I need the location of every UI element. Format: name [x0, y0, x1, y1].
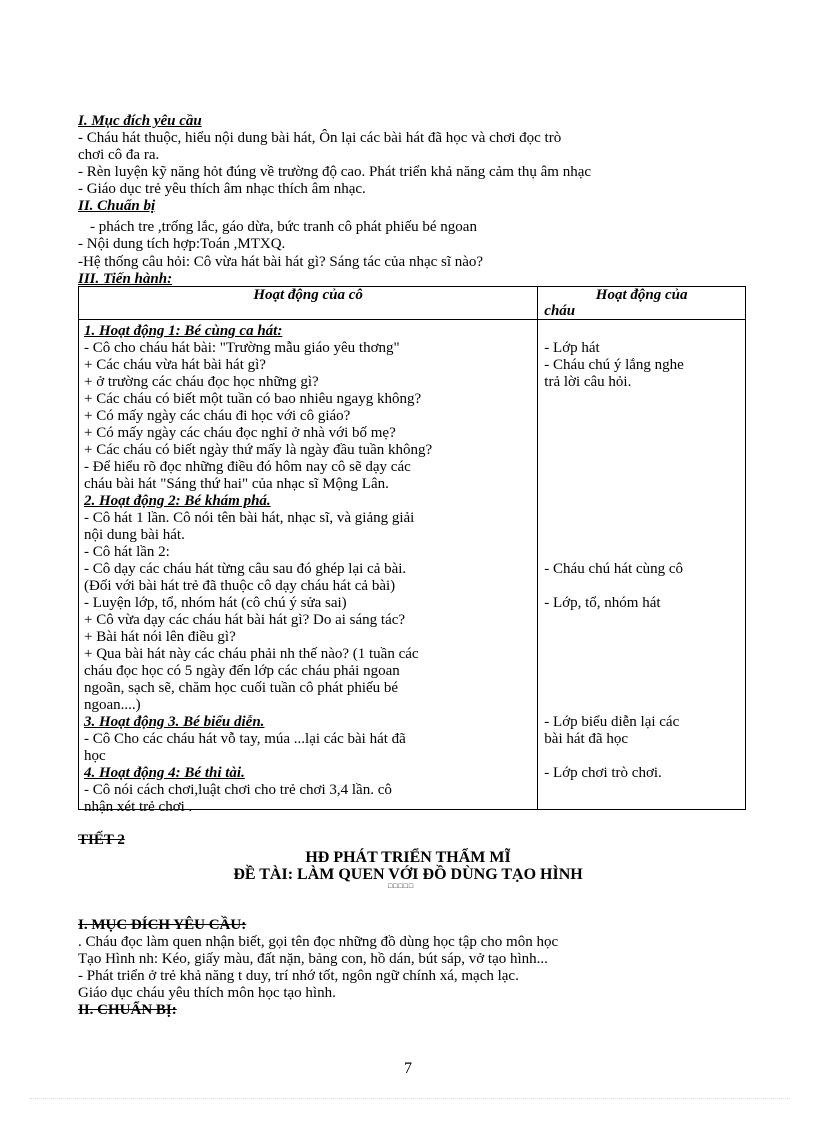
child-activity-cell [538, 320, 746, 810]
page-number: 7 [404, 1060, 412, 1077]
purpose-2-line-2: Tạo Hình nh: Kéo, giấy màu, đất nặn, bảng con, hồ dán, bút sáp, vở tạo hình... [78, 951, 548, 967]
teacher-line: ngoãn, sạch sẽ, chăm học cuối tuần cô phát phiếu bé [84, 680, 399, 696]
teacher-line: + Các cháu có biết một tuần có bao nhiêu ngayg không? [84, 391, 422, 407]
child-line: - Lớp hát [544, 340, 600, 356]
teacher-line: + ở trường các cháu đọc học những gì? [84, 374, 319, 390]
child-line: - Cháu chú ý lắng nghe [544, 357, 684, 373]
preparation-line-2: - Nội dung tích hợp:Toán ,MTXQ. [78, 236, 286, 252]
child-line: - Lớp chơi trò chơi. [544, 765, 662, 781]
child-line: trả lời câu hỏi. [544, 374, 632, 390]
teacher-activity-cell [79, 320, 538, 815]
section-heading-purpose-2: I. MỤC ĐÍCH YÊU CẦU: [78, 917, 247, 933]
teacher-line: nhận xét trẻ chơi . [84, 799, 193, 815]
header-child-activity [538, 287, 746, 320]
teacher-line: - Luyện lớp, tổ, nhóm hát (cô chú ý sửa sai) [84, 595, 347, 611]
section-heading-purpose: I. Mục đích yêu cầu [78, 113, 202, 129]
teacher-line: + Qua bài hát này các cháu phải nh thế nào? (1 tuần các [84, 646, 419, 662]
header-child-line-1: Hoạt động của [595, 287, 688, 303]
purpose-line-3: - Rèn luyện kỹ năng hỏt đúng về trường độ cao. Phát triển khả năng cảm thụ âm nhạc [78, 164, 592, 180]
teacher-line: cháu đọc học có 5 ngày đến lớp các cháu phải ngoan [84, 663, 400, 679]
activity-table [78, 286, 746, 815]
purpose-line-1: - Cháu hát thuộc, hiểu nội dung bài hát, Ôn lại các bài hát đã học và chơi đọc trò [78, 130, 562, 146]
teacher-line: + Có mấy ngày các cháu đi học với cô giáo? [84, 408, 351, 424]
activity-1-heading: 1. Hoạt động 1: Bé cùng ca hát: [84, 323, 283, 339]
lesson-2-title: HĐ PHÁT TRIỂN THẨM MĨ [305, 849, 511, 866]
lesson-2-subtitle: ĐỀ TÀI: LÀM QUEN VỚI ĐỒ DÙNG TẠO HÌNH [233, 866, 583, 883]
purpose-2-line-4: Giáo dục cháu yêu thích môn học tạo hình. [78, 985, 336, 1001]
activity-2-heading: 2. Hoạt động 2: Bé khám phá. [84, 493, 271, 509]
teacher-line: nội dung bài hát. [84, 527, 185, 543]
preparation-line-3: -Hệ thống câu hỏi: Cô vừa hát bài hát gì? Sáng tác của nhạc sĩ nào? [78, 254, 484, 270]
teacher-line: + Các cháu có biết ngày thứ mấy là ngày đầu tuần không? [84, 442, 433, 458]
lesson-2-label: TIẾT 2 [78, 832, 125, 848]
header-teacher-activity: Hoạt động của cô [79, 287, 538, 320]
teacher-line: - Cô hát 1 lần. Cô nói tên bài hát, nhạc sĩ, và giảng giải [84, 510, 415, 526]
teacher-line: + Cô vừa dạy các cháu hát bài hát gì? Do ai sáng tác? [84, 612, 406, 628]
activity-3-heading: 3. Hoạt động 3. Bé biểu diễn. [84, 714, 265, 730]
teacher-line: - Cô Cho các cháu hát vỗ tay, múa ...lại các bài hát đã [84, 731, 406, 747]
child-line: - Lớp, tổ, nhóm hát [544, 595, 661, 611]
page-bottom-divider [30, 1098, 790, 1099]
teacher-line: + Bài hát nói lên điều gì? [84, 629, 236, 645]
teacher-line: học [84, 748, 106, 764]
activity-4-heading: 4. Hoạt động 4: Bé thi tài. [84, 765, 245, 781]
child-line: - Cháu chú hát cùng cô [544, 561, 683, 577]
teacher-line: ngoan....) [84, 697, 141, 713]
section-heading-preparation-2: II. CHUẨN BỊ: [78, 1002, 177, 1018]
teacher-line: - Cô dạy các cháu hát từng câu sau đó ghép lại cả bài. [84, 561, 407, 577]
child-line: bài hát đã học [544, 731, 628, 747]
teacher-line: cháu bài hát "Sáng thứ hai" của nhạc sĩ Mộng Lân. [84, 476, 389, 492]
section-heading-procedure: III. Tiến hành: [78, 271, 173, 287]
purpose-line-4: - Giáo dục trẻ yêu thích âm nhạc thích âm nhạc. [78, 181, 366, 197]
teacher-line: + Các cháu vừa hát bài hát gì? [84, 357, 266, 373]
teacher-line: (Đối với bài hát trẻ đã thuộc cô dạy cháu hát cả bài) [84, 578, 396, 594]
purpose-2-line-1: . Cháu đọc làm quen nhận biết, gọi tên đọc những đồ dùng học tập cho môn học [78, 934, 559, 950]
teacher-line: + Có mấy ngày các cháu đọc nghỉ ở nhà với bố mẹ? [84, 425, 396, 441]
placeholder-boxes: □□□□□ [388, 882, 415, 890]
teacher-line: - Cô hát lần 2: [84, 544, 170, 560]
teacher-line: - Cô cho cháu hát bài: "Trường mẫu giáo yêu thơng" [84, 340, 400, 356]
teacher-line: - Cô nói cách chơi,luật chơi cho trẻ chơi 3,4 lần. cô [84, 782, 392, 798]
purpose-2-line-3: - Phát triển ở trẻ khả năng t duy, trí nhớ tốt, ngôn ngữ chính xá, mạch lạc. [78, 968, 519, 984]
header-child-line-2: cháu [544, 303, 576, 319]
section-heading-preparation: II. Chuẩn bị [78, 198, 156, 214]
teacher-line: - Để hiểu rõ đọc những điều đó hôm nay cô sẽ dạy các [84, 459, 411, 475]
purpose-line-2: chơi cô đa ra. [78, 147, 160, 163]
child-line: - Lớp biểu diễn lại các [544, 714, 680, 730]
preparation-line-1: - phách tre ,trống lắc, gáo dừa, bức tranh cô phát phiếu bé ngoan [90, 219, 477, 235]
